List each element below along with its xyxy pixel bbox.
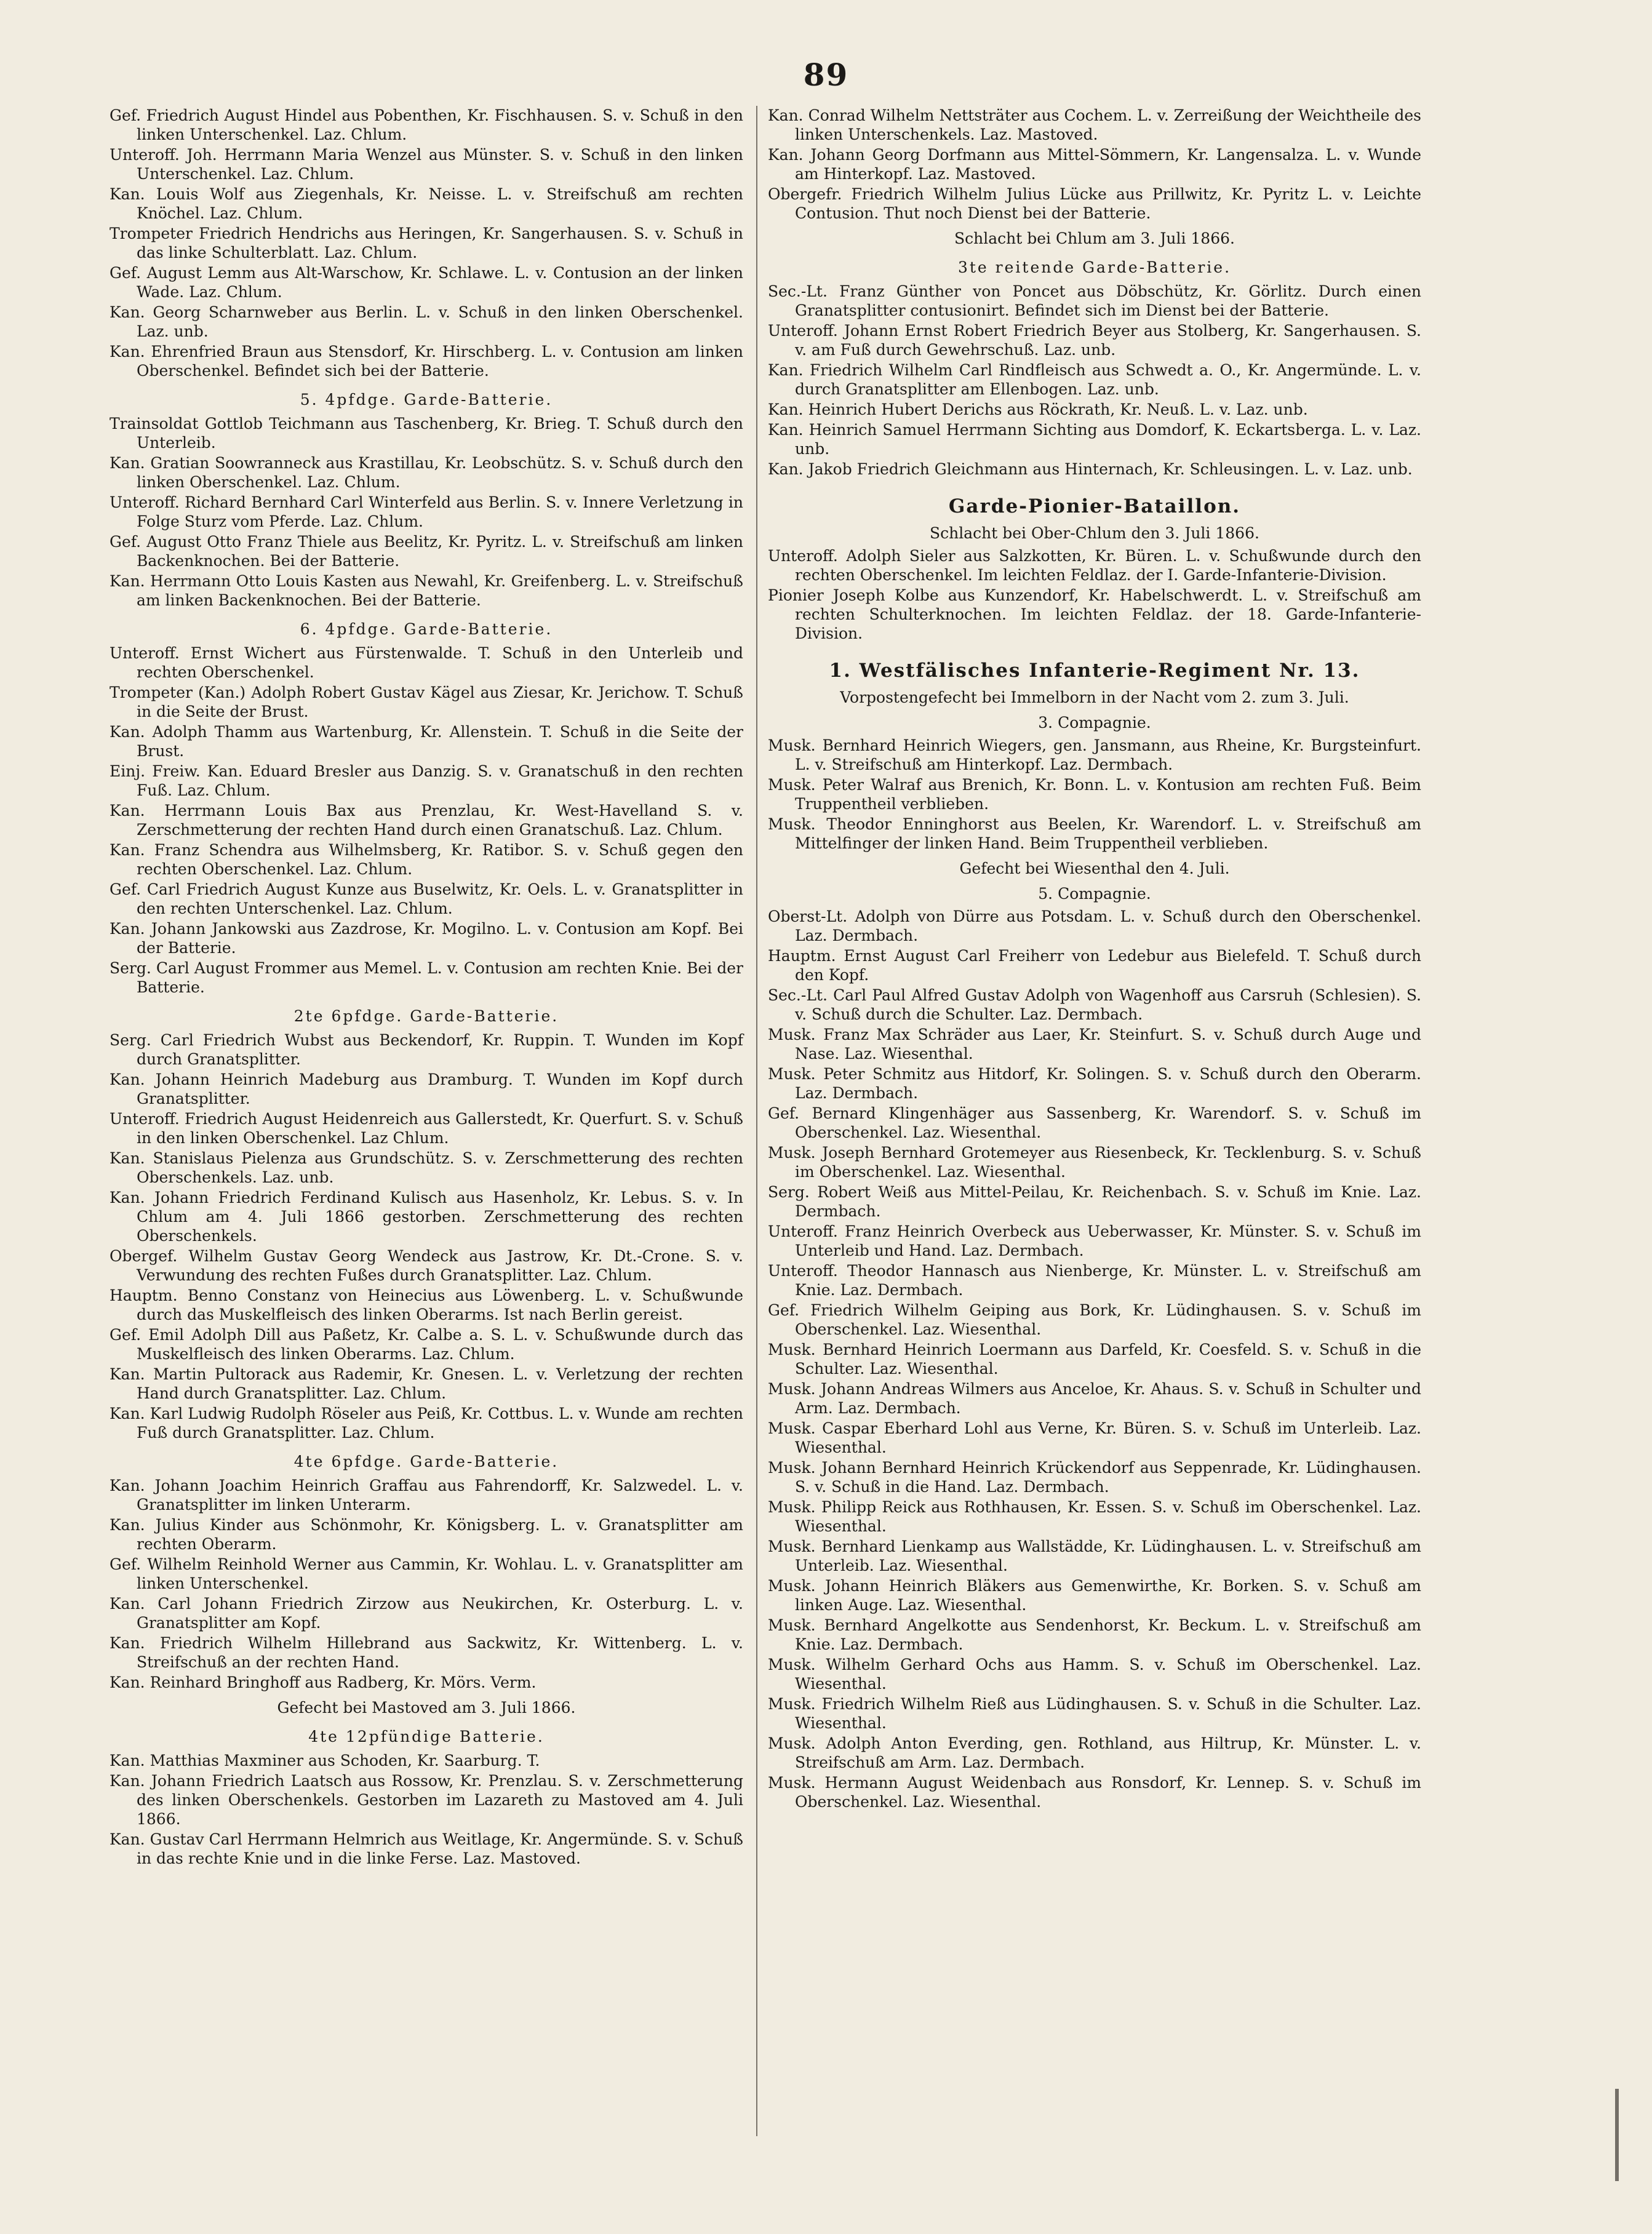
- casualty-entry: Unteroff. Johann Ernst Robert Friedrich Beyer aus Stolberg, Kr. Sangerhausen. S. v. am Fuß durch Gewehrschuß. Laz. unb.: [768, 322, 1421, 359]
- casualty-entry: Musk. Franz Max Schräder aus Laer, Kr. Steinfurt. S. v. Schuß durch Auge und Nase. Laz. Wiesenthal.: [768, 1026, 1421, 1063]
- battle-subheading: Schlacht bei Chlum am 3. Juli 1866.: [954, 229, 1235, 247]
- right-column: [768, 106, 1421, 1813]
- casualty-entry: Sec.-Lt. Carl Paul Alfred Gustav Adolph von Wagenhoff aus Carsruh (Schlesien). S. v. Schuß durch die Schulter. Laz. Dermbach.: [768, 986, 1421, 1023]
- casualty-entry: Musk. Hermann August Weidenbach aus Ronsdorf, Kr. Lennep. S. v. Schuß im Oberschenkel. Laz. Wiesenthal.: [768, 1774, 1421, 1811]
- casualty-entry: Musk. Theodor Enninghorst aus Beelen, Kr. Warendorf. L. v. Streifschuß am Mittelfinger der linken Hand. Beim Truppentheil verblieben.: [768, 815, 1421, 852]
- casualty-entry: Musk. Bernhard Angelkotte aus Sendenhorst, Kr. Beckum. L. v. Streifschuß am Knie. Laz. Dermbach.: [768, 1616, 1421, 1653]
- battery-heading: 4te 12pfündige Batterie.: [308, 1728, 545, 1745]
- casualty-entry: Kan. Herrmann Otto Louis Kasten aus Newahl, Kr. Greifenberg. L. v. Streifschuß am linken Backenknochen. Bei der Batterie.: [110, 572, 743, 609]
- casualty-entry: Unteroff. Richard Bernhard Carl Winterfeld aus Berlin. S. v. Innere Verletzung in Folge Sturz vom Pferde. Laz. Chlum.: [110, 493, 743, 530]
- casualty-entry: Gef. Carl Friedrich August Kunze aus Buselwitz, Kr. Oels. L. v. Granatsplitter in den rechten Unterschenkel. Laz. Chlum.: [110, 880, 743, 917]
- casualty-entry: Hauptm. Benno Constanz von Heinecius aus Löwenberg. L. v. Schußwunde durch das Muskelfleisch des linken Oberarms. Ist nach Berlin gereist.: [110, 1287, 743, 1323]
- casualty-entry: Musk. Friedrich Wilhelm Rieß aus Lüdinghausen. S. v. Schuß in die Schulter. Laz. Wiesenthal.: [768, 1695, 1421, 1732]
- casualty-entry: Gef. Emil Adolph Dill aus Paßetz, Kr. Calbe a. S. L. v. Schußwunde durch das Muskelfleisch des linken Oberarms. Laz. Chlum.: [110, 1326, 743, 1363]
- casualty-entry: Serg. Robert Weiß aus Mittel-Peilau, Kr. Reichenbach. S. v. Schuß im Knie. Laz. Dermbach.: [768, 1183, 1421, 1220]
- casualty-entry: Trompeter Friedrich Hendrichs aus Heringen, Kr. Sangerhausen. S. v. Schuß in das linke Schulterblatt. Laz. Chlum.: [110, 225, 743, 261]
- casualty-entry: Kan. Conrad Wilhelm Nettsträter aus Cochem. L. v. Zerreißung der Weichtheile des linken Unterschenkels. Laz. Mastoved.: [768, 106, 1421, 143]
- casualty-entry: Kan. Stanislaus Pielenza aus Grundschütz. S. v. Zerschmetterung des rechten Oberschenkels. Laz. unb.: [110, 1149, 743, 1186]
- casualty-entry: Kan. Ehrenfried Braun aus Stensdorf, Kr. Hirschberg. L. v. Contusion am linken Oberschenkel. Befindet sich bei der Batterie.: [110, 343, 743, 380]
- casualty-entry: Kan. Johann Joachim Heinrich Graffau aus Fahrendorff, Kr. Salzwedel. L. v. Granatsplitter im linken Unterarm.: [110, 1477, 743, 1514]
- casualty-entry: Unteroff. Franz Heinrich Overbeck aus Ueberwasser, Kr. Münster. S. v. Schuß im Unterleib und Hand. Laz. Dermbach.: [768, 1223, 1421, 1259]
- casualty-entry: Unteroff. Adolph Sieler aus Salzkotten, Kr. Büren. L. v. Schußwunde durch den rechten Oberschenkel. Im leichten Feldlaz. der I. Garde-Infanterie-Division.: [768, 547, 1421, 584]
- casualty-entry: Kan. Heinrich Hubert Derichs aus Röckrath, Kr. Neuß. L. v. Laz. unb.: [768, 401, 1308, 418]
- casualty-entry: Gef. Bernard Klingenhäger aus Sassenberg, Kr. Warendorf. S. v. Schuß im Oberschenkel. Laz. Wiesenthal.: [768, 1104, 1421, 1141]
- casualty-entry: Oberst-Lt. Adolph von Dürre aus Potsdam. L. v. Schuß durch den Oberschenkel. Laz. Dermbach.: [768, 908, 1421, 944]
- casualty-entry: Musk. Johann Andreas Wilmers aus Anceloe, Kr. Ahaus. S. v. Schuß in Schulter und Arm. Laz. Dermbach.: [768, 1380, 1421, 1417]
- unit-title: 1. Westfälisches Infanterie-Regiment Nr. 13.: [829, 660, 1360, 682]
- unit-title: Garde-Pionier-Bataillon.: [948, 495, 1241, 517]
- casualty-entry: Musk. Adolph Anton Everding, gen. Rothland, aus Hiltrup, Kr. Münster. L. v. Streifschuß am Arm. Laz. Dermbach.: [768, 1734, 1421, 1771]
- casualty-entry: Gef. August Otto Franz Thiele aus Beelitz, Kr. Pyritz. L. v. Streifschuß am linken Backenknochen. Bei der Batterie.: [110, 533, 743, 570]
- casualty-entry: Kan. Georg Scharnweber aus Berlin. L. v. Schuß in den linken Oberschenkel. Laz. unb.: [110, 303, 743, 340]
- battle-subheading: 3. Compagnie.: [1038, 714, 1151, 732]
- casualty-entry: Kan. Gratian Soowranneck aus Krastillau, Kr. Leobschütz. S. v. Schuß durch den linken Oberschenkel. Laz. Chlum.: [110, 454, 743, 491]
- battle-subheading: Vorpostengefecht bei Immelborn in der Nacht vom 2. zum 3. Juli.: [840, 688, 1349, 706]
- battery-heading: 3te reitende Garde-Batterie.: [957, 258, 1232, 276]
- casualty-entry: Musk. Caspar Eberhard Lohl aus Verne, Kr. Büren. S. v. Schuß im Unterleib. Laz. Wiesenthal.: [768, 1419, 1421, 1456]
- casualty-entry: Obergefr. Friedrich Wilhelm Julius Lücke aus Prillwitz, Kr. Pyritz L. v. Leichte Contusion. Thut noch Dienst bei der Batterie.: [768, 185, 1421, 222]
- casualty-entry: Musk. Peter Schmitz aus Hitdorf, Kr. Solingen. S. v. Schuß durch den Oberarm. Laz. Dermbach.: [768, 1065, 1421, 1102]
- casualty-entry: Serg. Carl Friedrich Wubst aus Beckendorf, Kr. Ruppin. T. Wunden im Kopf durch Granatsplitter.: [110, 1031, 743, 1068]
- casualty-entry: Kan. Johann Jankowski aus Zazdrose, Kr. Mogilno. L. v. Contusion am Kopf. Bei der Batterie.: [110, 920, 743, 957]
- casualty-entry: Trainsoldat Gottlob Teichmann aus Taschenberg, Kr. Brieg. T. Schuß durch den Unterleib.: [110, 415, 743, 452]
- casualty-entry: Einj. Freiw. Kan. Eduard Bresler aus Danzig. S. v. Granatschuß in den rechten Fuß. Laz. Chlum.: [110, 762, 743, 799]
- casualty-entry: Obergef. Wilhelm Gustav Georg Wendeck aus Jastrow, Kr. Dt.-Crone. S. v. Verwundung des rechten Fußes durch Granatsplitter. Laz. Chlum.: [110, 1247, 743, 1284]
- casualty-entry: Kan. Jakob Friedrich Gleichmann aus Hinternach, Kr. Schleusingen. L. v. Laz. unb.: [768, 460, 1413, 478]
- battle-subheading: 5. Compagnie.: [1038, 885, 1151, 903]
- battle-subheading: Schlacht bei Ober-Chlum den 3. Juli 1866.: [930, 524, 1259, 542]
- casualty-entry: Kan. Franz Schendra aus Wilhelmsberg, Kr. Ratibor. S. v. Schuß gegen den rechten Oberschenkel. Laz. Chlum.: [110, 841, 743, 878]
- casualty-entry: Unteroff. Ernst Wichert aus Fürstenwalde. T. Schuß in den Unterleib und rechten Oberschenkel.: [110, 644, 743, 681]
- battery-heading: 5. 4pfdge. Garde-Batterie.: [300, 391, 553, 409]
- casualty-entry: Musk. Wilhelm Gerhard Ochs aus Hamm. S. v. Schuß im Oberschenkel. Laz. Wiesenthal.: [768, 1656, 1421, 1693]
- casualty-entry: Musk. Bernhard Heinrich Loermann aus Darfeld, Kr. Coesfeld. S. v. Schuß in die Schulter. Laz. Wiesenthal.: [768, 1341, 1421, 1378]
- casualty-entry: Sec.-Lt. Franz Günther von Poncet aus Döbschütz, Kr. Görlitz. Durch einen Granatsplitter contusionirt. Befindet sich im Dienst bei der Batterie.: [768, 282, 1421, 319]
- casualty-entry: Kan. Louis Wolf aus Ziegenhals, Kr. Neisse. L. v. Streifschuß am rechten Knöchel. Laz. Chlum.: [110, 185, 743, 222]
- casualty-entry: Unteroff. Friedrich August Heidenreich aus Gallerstedt, Kr. Querfurt. S. v. Schuß in den linken Oberschenkel. Laz Chlum.: [110, 1110, 743, 1147]
- casualty-entry: Pionier Joseph Kolbe aus Kunzendorf, Kr. Habelschwerdt. L. v. Streifschuß am rechten Schulterknochen. Im leichten Feldlaz. der 18. Garde-Infanterie-Division.: [768, 586, 1421, 642]
- battle-subheading: Gefecht bei Mastoved am 3. Juli 1866.: [277, 1699, 576, 1717]
- casualty-entry: Unteroff. Theodor Hannasch aus Nienberge, Kr. Münster. L. v. Streifschuß am Knie. Laz. Dermbach.: [768, 1262, 1421, 1299]
- casualty-entry: Gef. Wilhelm Reinhold Werner aus Cammin, Kr. Wohlau. L. v. Granatsplitter am linken Unterschenkel.: [110, 1555, 743, 1592]
- casualty-entry: Kan. Herrmann Louis Bax aus Prenzlau, Kr. West-Havelland S. v. Zerschmetterung der rechten Hand durch einen Granatschuß. Laz. Chlum.: [110, 802, 743, 839]
- casualty-entry: Kan. Reinhard Bringhoff aus Radberg, Kr. Mörs. Verm.: [110, 1674, 537, 1691]
- casualty-entry: Kan. Friedrich Wilhelm Carl Rindfleisch aus Schwedt a. O., Kr. Angermünde. L. v. durch Granatsplitter am Ellenbogen. Laz. unb.: [768, 361, 1421, 398]
- casualty-entry: Serg. Carl August Frommer aus Memel. L. v. Contusion am rechten Knie. Bei der Batterie.: [110, 959, 743, 996]
- casualty-entry: Hauptm. Ernst August Carl Freiherr von Ledebur aus Bielefeld. T. Schuß durch den Kopf.: [768, 947, 1421, 984]
- left-column: [110, 106, 743, 1869]
- battery-heading: 2te 6pfdge. Garde-Batterie.: [293, 1007, 559, 1025]
- casualty-entry: Kan. Adolph Thamm aus Wartenburg, Kr. Allenstein. T. Schuß in die Seite der Brust.: [110, 723, 743, 760]
- page-number: 89: [803, 57, 849, 93]
- casualty-entry: Musk. Philipp Reick aus Rothhausen, Kr. Essen. S. v. Schuß im Oberschenkel. Laz. Wiesenthal.: [768, 1498, 1421, 1535]
- casualty-entry: Trompeter (Kan.) Adolph Robert Gustav Kägel aus Ziesar, Kr. Jerichow. T. Schuß in die Seite der Brust.: [110, 684, 743, 720]
- casualty-entry: Kan. Johann Friedrich Laatsch aus Rossow, Kr. Prenzlau. S. v. Zerschmetterung des linken Oberschenkels. Gestorben im Lazareth zu Mastoved am 4. Juli 1866.: [110, 1772, 743, 1828]
- casualty-entry: Kan. Friedrich Wilhelm Hillebrand aus Sackwitz, Kr. Wittenberg. L. v. Streifschuß an der rechten Hand.: [110, 1634, 743, 1671]
- casualty-entry: Kan. Johann Georg Dorfmann aus Mittel-Sömmern, Kr. Langensalza. L. v. Wunde am Hinterkopf. Laz. Mastoved.: [768, 146, 1421, 183]
- casualty-entry: Musk. Johann Heinrich Bläkers aus Gemenwirthe, Kr. Borken. S. v. Schuß am linken Auge. Laz. Wiesenthal.: [768, 1577, 1421, 1614]
- casualty-entry: Kan. Karl Ludwig Rudolph Röseler aus Peiß, Kr. Cottbus. L. v. Wunde am rechten Fuß durch Granatsplitter. Laz. Chlum.: [110, 1405, 743, 1442]
- casualty-entry: Kan. Heinrich Samuel Herrmann Sichting aus Domdorf, K. Eckartsberga. L. v. Laz. unb.: [768, 421, 1421, 458]
- casualty-entry: Musk. Joseph Bernhard Grotemeyer aus Riesenbeck, Kr. Tecklenburg. S. v. Schuß im Oberschenkel. Laz. Wiesenthal.: [768, 1144, 1421, 1181]
- casualty-entry: Gef. August Lemm aus Alt-Warschow, Kr. Schlawe. L. v. Contusion an der linken Wade. Laz. Chlum.: [110, 264, 743, 301]
- casualty-entry: Kan. Carl Johann Friedrich Zirzow aus Neukirchen, Kr. Osterburg. L. v. Granatsplitter am Kopf.: [110, 1595, 743, 1632]
- casualty-entry: Musk. Bernhard Heinrich Wiegers, gen. Jansmann, aus Rheine, Kr. Burgsteinfurt. L. v. Streifschuß am Hinterkopf. Laz. Dermbach.: [768, 736, 1421, 773]
- casualty-entry: Kan. Matthias Maxminer aus Schoden, Kr. Saarburg. T.: [110, 1752, 540, 1769]
- casualty-entry: Musk. Peter Walraf aus Brenich, Kr. Bonn. L. v. Kontusion am rechten Fuß. Beim Truppentheil verblieben.: [768, 776, 1421, 813]
- casualty-entry: Gef. Friedrich August Hindel aus Pobenthen, Kr. Fischhausen. S. v. Schuß in den linken Unterschenkel. Laz. Chlum.: [110, 106, 743, 143]
- column-divider: [756, 106, 757, 2136]
- page-edge-mark: [1615, 2089, 1619, 2181]
- casualty-entry: Kan. Martin Pultorack aus Rademir, Kr. Gnesen. L. v. Verletzung der rechten Hand durch Granatsplitter. Laz. Chlum.: [110, 1365, 743, 1402]
- battery-heading: 4te 6pfdge. Garde-Batterie.: [293, 1453, 559, 1470]
- casualty-entry: Musk. Bernhard Lienkamp aus Wallstädde, Kr. Lüdinghausen. L. v. Streifschuß am Unterleib. Laz. Wiesenthal.: [768, 1538, 1421, 1574]
- casualty-entry: Kan. Johann Friedrich Ferdinand Kulisch aus Hasenholz, Kr. Lebus. S. v. In Chlum am 4. Juli 1866 gestorben. Zerschmetterung des rechten Oberschenkels.: [110, 1189, 743, 1245]
- casualty-entry: Kan. Johann Heinrich Madeburg aus Dramburg. T. Wunden im Kopf durch Granatsplitter.: [110, 1071, 743, 1107]
- battery-heading: 6. 4pfdge. Garde-Batterie.: [300, 620, 553, 638]
- casualty-entry: Unteroff. Joh. Herrmann Maria Wenzel aus Münster. S. v. Schuß in den linken Unterschenkel. Laz. Chlum.: [110, 146, 743, 183]
- battle-subheading: Gefecht bei Wiesenthal den 4. Juli.: [959, 860, 1230, 877]
- casualty-entry: Musk. Johann Bernhard Heinrich Krückendorf aus Seppenrade, Kr. Lüdinghausen. S. v. Schuß in die Hand. Laz. Dermbach.: [768, 1459, 1421, 1496]
- casualty-entry: Kan. Gustav Carl Herrmann Helmrich aus Weitlage, Kr. Angermünde. S. v. Schuß in das rechte Knie und in die linke Ferse. Laz. Mastoved.: [110, 1830, 743, 1867]
- casualty-entry: Gef. Friedrich Wilhelm Geiping aus Bork, Kr. Lüdinghausen. S. v. Schuß im Oberschenkel. Laz. Wiesenthal.: [768, 1301, 1421, 1338]
- casualty-entry: Kan. Julius Kinder aus Schönmohr, Kr. Königsberg. L. v. Granatsplitter am rechten Oberarm.: [110, 1516, 743, 1553]
